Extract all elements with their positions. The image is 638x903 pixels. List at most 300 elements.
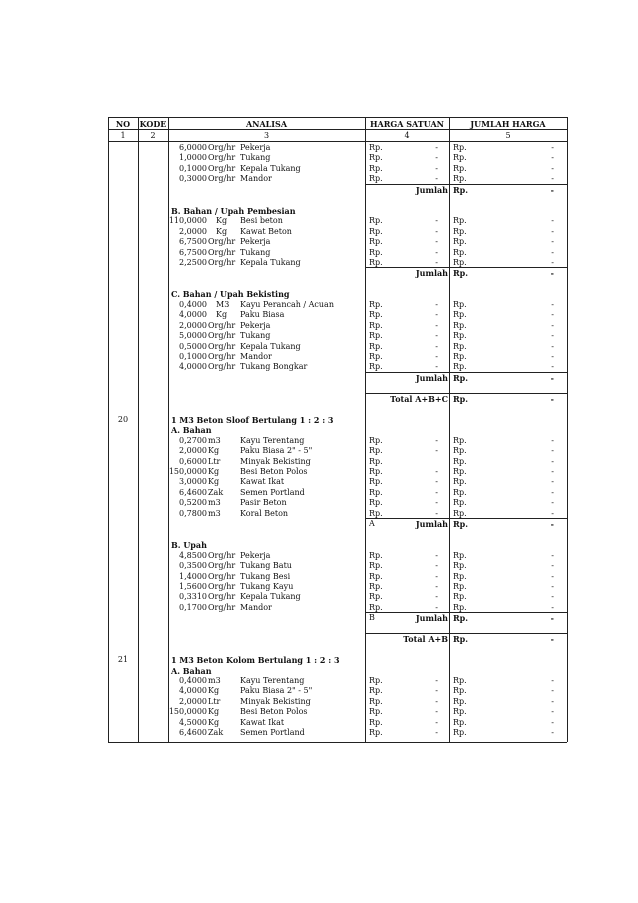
total-price-currency: Rp.	[453, 466, 467, 476]
item-unit: Org/hr	[208, 237, 236, 247]
section-heading: A. Bahan	[171, 425, 212, 436]
unit-price-value: -	[435, 341, 438, 351]
item-unit: Kg	[208, 707, 220, 717]
item-qty: 2,2500	[179, 257, 207, 267]
total-price-currency: Rp.	[453, 696, 467, 706]
total-price-value: -	[551, 696, 554, 706]
total-price-value: -	[551, 686, 554, 696]
colnum-3: 3	[263, 131, 270, 140]
item-unit: Kg	[216, 310, 228, 320]
item-qty: 4,0000	[179, 362, 207, 372]
unit-price-currency: Rp.	[369, 143, 383, 152]
item-description: Tukang	[240, 331, 271, 341]
unit-price-currency: Rp.	[369, 331, 383, 341]
total-price-value: -	[551, 550, 554, 560]
item-unit: Org/hr	[208, 247, 236, 257]
total-price-value: -	[551, 581, 554, 591]
unit-price-currency: Rp.	[369, 163, 383, 173]
total-price-value: -	[551, 435, 554, 445]
item-description: Mandor	[240, 352, 272, 361]
total-price-value: -	[551, 143, 554, 152]
item-description: Semen Portland	[240, 728, 305, 738]
item-unit: Org/hr	[208, 561, 236, 570]
analysis-title: 1 M3 Beton Sloof Bertulang 1 : 2 : 3	[171, 414, 334, 425]
item-description: Kayu Perancah / Acuan	[240, 299, 334, 309]
unit-price-value: -	[435, 487, 438, 497]
item-qty: 6,4600	[179, 728, 207, 738]
total-price-value: -	[551, 331, 554, 341]
total-price-value: -	[551, 466, 554, 476]
unit-price-value: -	[435, 446, 438, 455]
item-qty: 0,2700	[179, 435, 207, 445]
total-price-currency: Rp.	[453, 592, 467, 602]
unit-price-value: -	[435, 163, 438, 173]
total-price-currency: Rp.	[453, 216, 467, 226]
unit-price-currency: Rp.	[369, 446, 383, 455]
unit-price-currency: Rp.	[369, 237, 383, 247]
unit-price-currency: Rp.	[369, 257, 383, 267]
item-unit: Org/hr	[208, 153, 236, 163]
item-unit: m3	[208, 435, 221, 445]
total-price-currency: Rp.	[453, 341, 467, 351]
item-unit: Org/hr	[208, 592, 236, 602]
subtotal-value: -	[550, 519, 554, 530]
item-description: Tukang Batu	[240, 561, 292, 570]
item-description: Minyak Bekisting	[240, 696, 311, 706]
item-qty: 0,1700	[179, 602, 207, 612]
total-price-value: -	[551, 477, 554, 487]
item-qty: 4,0000	[179, 310, 207, 320]
item-qty: 0,5000	[179, 341, 207, 351]
section-heading: C. Bahan / Upah Bekisting	[171, 289, 290, 300]
item-description: Paku Biasa	[240, 310, 285, 320]
total-price-currency: Rp.	[453, 550, 467, 560]
total-price-value: -	[551, 728, 554, 738]
unit-price-currency: Rp.	[369, 561, 383, 570]
total-price-currency: Rp.	[453, 163, 467, 173]
item-qty: 0,5200	[179, 498, 207, 508]
total-price-currency: Rp.	[453, 728, 467, 738]
unit-price-value: -	[435, 153, 438, 163]
item-unit: Org/hr	[208, 550, 236, 560]
subtotal-label: Total A+B	[403, 634, 448, 645]
col-border-no	[138, 117, 139, 742]
total-price-value: -	[551, 247, 554, 257]
unit-price-currency: Rp.	[369, 581, 383, 591]
unit-price-value: -	[435, 310, 438, 320]
subtotal-value: -	[550, 268, 554, 279]
item-qty: 6,7500	[179, 237, 207, 247]
unit-price-currency: Rp.	[369, 352, 383, 361]
subtotal-label: Jumlah	[415, 372, 448, 383]
unit-price-currency: Rp.	[369, 174, 383, 184]
unit-price-value: -	[435, 508, 438, 518]
item-description: Paku Biasa 2" - 5"	[240, 446, 313, 455]
item-unit: Org/hr	[208, 352, 236, 361]
item-qty: 110,0000	[168, 216, 207, 226]
item-qty: 0,3500	[179, 561, 207, 570]
unit-price-value: -	[435, 435, 438, 445]
total-price-value: -	[551, 602, 554, 612]
subtotal-letter: A	[369, 519, 375, 529]
unit-price-currency: Rp.	[369, 226, 383, 236]
unit-price-value: -	[435, 561, 438, 570]
total-price-currency: Rp.	[453, 675, 467, 685]
unit-price-currency: Rp.	[369, 707, 383, 717]
item-unit: Kg	[208, 466, 220, 476]
unit-price-value: -	[435, 581, 438, 591]
section-heading: B. Bahan / Upah Pembesian	[171, 205, 296, 216]
header-bottom-border	[108, 141, 567, 142]
unit-price-currency: Rp.	[369, 362, 383, 372]
item-unit: Org/hr	[208, 362, 236, 372]
unit-price-value: -	[435, 717, 438, 727]
unit-price-currency: Rp.	[369, 728, 383, 738]
unit-price-currency: Rp.	[369, 153, 383, 163]
item-unit: Org/hr	[208, 320, 236, 330]
unit-price-currency: Rp.	[369, 571, 383, 581]
col-border-harga	[449, 117, 450, 742]
header-harga-satuan: HARGA SATUAN	[370, 119, 444, 129]
total-price-value: -	[551, 352, 554, 361]
item-unit: Zak	[208, 487, 224, 497]
item-description: Besi Beton Polos	[240, 466, 308, 476]
item-description: Mandor	[240, 602, 272, 612]
section-heading: B. Upah	[171, 540, 207, 551]
unit-price-currency: Rp.	[369, 550, 383, 560]
item-qty: 0,4000	[179, 299, 207, 309]
total-price-value: -	[551, 561, 554, 570]
total-price-currency: Rp.	[453, 310, 467, 320]
unit-price-currency: Rp.	[369, 487, 383, 497]
item-description: Pasir Beton	[240, 498, 287, 508]
unit-price-value: -	[435, 174, 438, 184]
item-description: Kawat Beton	[240, 226, 292, 236]
unit-price-value: -	[435, 498, 438, 508]
item-description: Semen Portland	[240, 487, 305, 497]
subtotal-value: -	[550, 184, 554, 195]
total-price-currency: Rp.	[453, 362, 467, 372]
subtotal-value: -	[550, 372, 554, 383]
total-price-currency: Rp.	[453, 446, 467, 455]
subtotal-value: -	[550, 634, 554, 645]
total-price-currency: Rp.	[453, 498, 467, 508]
total-price-currency: Rp.	[453, 257, 467, 267]
unit-price-currency: Rp.	[369, 341, 383, 351]
total-price-value: -	[551, 362, 554, 372]
item-description: Tukang Kayu	[240, 581, 294, 591]
subtotal-label: Jumlah	[415, 519, 448, 530]
item-description: Kayu Terentang	[240, 435, 305, 445]
unit-price-value: -	[435, 247, 438, 257]
item-description: Kepala Tukang	[240, 163, 301, 173]
item-qty: 6,0000	[179, 143, 207, 152]
unit-price-value: -	[435, 362, 438, 372]
colnum-5: 5	[505, 131, 511, 140]
item-qty: 2,0000	[179, 696, 207, 706]
item-number: 21	[117, 655, 129, 664]
col-border-analisa-header	[365, 117, 366, 142]
item-description: Koral Beton	[240, 508, 289, 518]
total-price-value: -	[551, 310, 554, 320]
item-qty: 0,3310	[179, 592, 207, 602]
total-price-currency: Rp.	[453, 226, 467, 236]
item-qty: 3,0000	[179, 477, 207, 487]
total-price-value: -	[551, 341, 554, 351]
colnum-2: 2	[150, 131, 156, 140]
total-price-currency: Rp.	[453, 247, 467, 257]
colnum-4: 4	[404, 131, 410, 140]
subtotal-currency: Rp.	[453, 184, 469, 195]
subtotal-label: Jumlah	[415, 613, 448, 624]
total-price-value: -	[551, 592, 554, 602]
total-price-currency: Rp.	[453, 174, 467, 184]
item-qty: 0,7800	[179, 508, 207, 518]
subtotal-currency: Rp.	[453, 519, 469, 530]
unit-price-currency: Rp.	[369, 717, 383, 727]
item-qty: 150,0000	[168, 466, 207, 476]
item-unit: Ltr	[208, 456, 221, 466]
subtotal-value: -	[550, 393, 554, 404]
total-price-value: -	[551, 707, 554, 717]
header-no: NO	[115, 119, 131, 129]
item-description: Pekerja	[240, 550, 271, 560]
item-unit: Ltr	[208, 696, 221, 706]
item-qty: 1,5600	[179, 581, 207, 591]
item-unit: Kg	[208, 686, 220, 696]
table-bottom-border	[108, 742, 567, 743]
item-description: Besi beton	[240, 216, 283, 226]
total-price-currency: Rp.	[453, 487, 467, 497]
unit-price-currency: Rp.	[369, 696, 383, 706]
item-qty: 6,7500	[179, 247, 207, 257]
unit-price-currency: Rp.	[369, 498, 383, 508]
subtotal-value: -	[550, 613, 554, 624]
item-unit: Org/hr	[208, 163, 236, 173]
unit-price-currency: Rp.	[369, 508, 383, 518]
subtotal-label: Total A+B+C	[390, 393, 448, 404]
unit-price-value: -	[435, 477, 438, 487]
total-price-value: -	[551, 299, 554, 309]
item-qty: 0,1000	[179, 352, 207, 361]
item-description: Mandor	[240, 174, 272, 184]
unit-price-currency: Rp.	[369, 216, 383, 226]
header-jumlah-harga: JUMLAH HARGA	[470, 119, 546, 129]
analysis-title: 1 M3 Beton Kolom Bertulang 1 : 2 : 3	[171, 655, 340, 665]
total-price-currency: Rp.	[453, 686, 467, 696]
item-description: Paku Biasa 2" - 5"	[240, 686, 313, 696]
unit-price-value: -	[435, 143, 438, 152]
total-price-value: -	[551, 717, 554, 727]
total-price-currency: Rp.	[453, 320, 467, 330]
item-unit: m3	[208, 498, 221, 508]
unit-price-value: -	[435, 675, 438, 685]
item-qty: 150,0000	[168, 707, 207, 717]
item-description: Tukang Besi	[240, 571, 291, 581]
unit-price-currency: Rp.	[369, 592, 383, 602]
total-price-value: -	[551, 153, 554, 163]
item-qty: 6,4600	[179, 487, 207, 497]
item-unit: Kg	[208, 717, 220, 727]
item-description: Kayu Terentang	[240, 675, 305, 685]
item-description: Minyak Bekisting	[240, 456, 311, 466]
total-price-value: -	[551, 216, 554, 226]
total-price-value: -	[551, 163, 554, 173]
unit-price-currency: Rp.	[369, 477, 383, 487]
unit-price-value: -	[435, 331, 438, 341]
colnum-1: 1	[120, 131, 126, 140]
item-unit: Zak	[208, 728, 224, 738]
item-unit: Kg	[216, 216, 228, 226]
item-description: Tukang	[240, 153, 271, 163]
col-border-left	[108, 117, 109, 742]
item-description: Tukang Bongkar	[240, 362, 308, 372]
unit-price-value: -	[435, 216, 438, 226]
unit-price-value: -	[435, 728, 438, 738]
item-qty: 4,0000	[179, 686, 207, 696]
item-unit: m3	[208, 675, 221, 685]
item-description: Pekerja	[240, 237, 271, 247]
unit-price-value: -	[435, 466, 438, 476]
subtotal-label: Jumlah	[415, 184, 448, 195]
total-price-value: -	[551, 226, 554, 236]
item-unit: Kg	[208, 477, 220, 487]
unit-price-value: -	[435, 696, 438, 706]
item-unit: m3	[208, 508, 221, 518]
item-unit: Kg	[208, 446, 220, 455]
total-price-currency: Rp.	[453, 237, 467, 247]
unit-price-currency: Rp.	[369, 320, 383, 330]
item-qty: 0,4000	[179, 675, 207, 685]
total-price-value: -	[551, 498, 554, 508]
total-price-value: -	[551, 571, 554, 581]
item-qty: 4,8500	[179, 550, 207, 560]
unit-price-value: -	[435, 320, 438, 330]
col-border-kode	[168, 117, 169, 742]
total-price-currency: Rp.	[453, 508, 467, 518]
unit-price-currency: Rp.	[369, 310, 383, 320]
item-unit: Org/hr	[208, 257, 236, 267]
item-description: Pekerja	[240, 143, 271, 152]
total-price-value: -	[551, 446, 554, 455]
item-number: 20	[117, 414, 129, 424]
unit-price-value: -	[435, 592, 438, 602]
item-unit: Org/hr	[208, 174, 236, 184]
total-price-value: -	[551, 456, 554, 466]
subtotal-currency: Rp.	[453, 393, 469, 404]
unit-price-value: -	[435, 686, 438, 696]
item-unit: Org/hr	[208, 571, 236, 581]
table-top-border	[108, 117, 567, 118]
item-description: Besi Beton Polos	[240, 707, 308, 717]
total-price-currency: Rp.	[453, 143, 467, 152]
section-heading: A. Bahan	[171, 665, 212, 676]
unit-price-value: -	[435, 550, 438, 560]
unit-price-value: -	[435, 602, 438, 612]
unit-price-value: -	[435, 352, 438, 361]
col-border-right	[567, 117, 568, 742]
total-price-value: -	[551, 320, 554, 330]
item-description: Kepala Tukang	[240, 341, 301, 351]
item-unit: Org/hr	[208, 581, 236, 591]
item-qty: 1,4000	[179, 571, 207, 581]
item-description: Kawat Ikat	[240, 717, 285, 727]
total-price-currency: Rp.	[453, 707, 467, 717]
subtotal-currency: Rp.	[453, 372, 469, 383]
item-qty: 5,0000	[179, 331, 207, 341]
subtotal-label: Jumlah	[415, 268, 448, 279]
subtotal-currency: Rp.	[453, 634, 469, 645]
unit-price-value: -	[435, 237, 438, 247]
unit-price-currency: Rp.	[369, 686, 383, 696]
total-price-currency: Rp.	[453, 331, 467, 341]
total-price-currency: Rp.	[453, 456, 467, 466]
item-unit: Org/hr	[208, 341, 236, 351]
item-qty: 2,0000	[179, 320, 207, 330]
unit-price-currency: Rp.	[369, 247, 383, 257]
total-price-currency: Rp.	[453, 299, 467, 309]
item-description: Kepala Tukang	[240, 592, 301, 602]
unit-price-value: -	[435, 226, 438, 236]
total-price-currency: Rp.	[453, 561, 467, 570]
total-price-value: -	[551, 675, 554, 685]
total-price-value: -	[551, 174, 554, 184]
item-description: Tukang	[240, 247, 271, 257]
unit-price-currency: Rp.	[369, 466, 383, 476]
total-price-currency: Rp.	[453, 352, 467, 361]
item-qty: 0,3000	[179, 174, 207, 184]
header-kode: KODE	[139, 119, 167, 129]
item-unit: M3	[216, 299, 230, 309]
item-unit: Kg	[216, 226, 228, 236]
total-price-currency: Rp.	[453, 602, 467, 612]
item-qty: 1,0000	[179, 153, 207, 163]
total-price-value: -	[551, 508, 554, 518]
item-description: Kawat Ikat	[240, 477, 285, 487]
total-price-currency: Rp.	[453, 717, 467, 727]
unit-price-currency: Rp.	[369, 675, 383, 685]
total-price-currency: Rp.	[453, 477, 467, 487]
total-price-currency: Rp.	[453, 581, 467, 591]
total-price-value: -	[551, 487, 554, 497]
item-qty: 0,1000	[179, 163, 207, 173]
total-price-value: -	[551, 257, 554, 267]
total-price-currency: Rp.	[453, 153, 467, 163]
item-unit: Org/hr	[208, 331, 236, 341]
item-qty: 2,0000	[179, 446, 207, 455]
item-description: Pekerja	[240, 320, 271, 330]
subtotal-letter: B	[369, 613, 375, 623]
unit-price-currency: Rp.	[369, 299, 383, 309]
unit-price-currency: Rp.	[369, 456, 383, 466]
total-price-currency: Rp.	[453, 571, 467, 581]
item-qty: 4,5000	[179, 717, 207, 727]
unit-price-value: -	[435, 257, 438, 267]
item-description: Kepala Tukang	[240, 257, 301, 267]
unit-price-currency: Rp.	[369, 602, 383, 612]
col-border-analisa	[365, 141, 366, 742]
header-analisa: ANALISA	[245, 119, 288, 129]
unit-price-value: -	[435, 571, 438, 581]
item-qty: 2,0000	[179, 226, 207, 236]
unit-price-currency: Rp.	[369, 435, 383, 445]
total-price-value: -	[551, 237, 554, 247]
item-qty: 0,6000	[179, 456, 207, 466]
subtotal-currency: Rp.	[453, 268, 469, 279]
total-price-currency: Rp.	[453, 435, 467, 445]
item-unit: Org/hr	[208, 143, 236, 152]
unit-price-value: -	[435, 707, 438, 717]
